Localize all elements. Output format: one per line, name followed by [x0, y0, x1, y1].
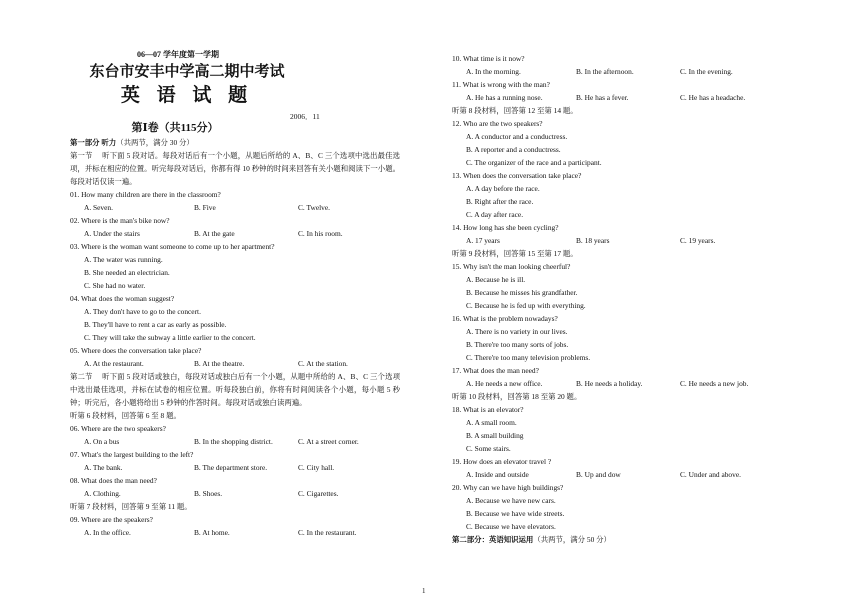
option: B. Up and dow	[576, 470, 621, 479]
option: B. She needed an electrician.	[84, 268, 170, 277]
option: B. In the afternoon.	[576, 67, 634, 76]
question-list	[70, 188, 400, 370]
section-heading	[452, 533, 782, 546]
part-title: 第Ⅰ卷（共115分）	[131, 122, 219, 134]
options-row	[70, 357, 400, 370]
school-year: 06—07 学年度第一学期	[137, 50, 219, 59]
exam-date: 2006．11	[290, 112, 320, 121]
section-heading-rest: （共两节，满分 30 分）	[116, 138, 194, 147]
option: A. At the restaurant.	[84, 359, 144, 368]
option: C. At a street corner.	[298, 437, 359, 446]
section2-intro: 第二节 听下面 5 段对话或独白，每段对话或独白后有一个小题，从题中所给的 A、B、C 三个选项中选出最佳选项，并标在试卷的相应位置。听每段独白前，你将有时间阅读各个小题，每小题 5 秒钟；听完后，各小题将给出 5 秒钟的作答时间。每段对话或独白读两遍。	[70, 372, 400, 407]
exam-school-title: 东台市安丰中学高二期中考试	[89, 64, 285, 80]
question-text: 20. Why can we have high buildings?	[452, 483, 564, 492]
exam-subject-title: 英 语 试 题	[120, 85, 254, 106]
section-heading-bold: 第二部分：英语知识运用	[452, 535, 534, 544]
option: A. A small room.	[466, 418, 517, 427]
options-row	[70, 487, 400, 500]
question-text: 12. Who are the two speakers?	[452, 119, 543, 128]
option: A. Because we have new cars.	[466, 496, 556, 505]
option: B. They'll have to rent a car as early as possible.	[84, 320, 227, 329]
option: A. He needs a new office.	[466, 379, 543, 388]
option: C. A day after race.	[466, 210, 524, 219]
option: A. Under the stairs	[84, 229, 140, 238]
option: C. City hall.	[298, 463, 335, 472]
option: C. Cigarettes.	[298, 489, 339, 498]
option: A. Inside and outside	[466, 470, 529, 479]
option: A. A conductor and a conductress.	[466, 132, 568, 141]
option: C. She had no water.	[84, 281, 146, 290]
question-text: 03. Where is the woman want someone to come up to her apartment?	[70, 242, 275, 251]
question-text: 13. When does the conversation take place?	[452, 171, 582, 180]
option: A. The water was running.	[84, 255, 163, 264]
question-text: 08. What does the man need?	[70, 476, 157, 485]
option: A. Clothing.	[84, 489, 121, 498]
question-text: 06. Where are the two speakers?	[70, 424, 166, 433]
option: C. In his room.	[298, 229, 343, 238]
question-text: 10. What time is it now?	[452, 54, 525, 63]
options-row	[70, 461, 400, 474]
option: A. He has a running nose.	[466, 93, 543, 102]
question-text: 15. Why isn't the man looking cheerful?	[452, 262, 571, 271]
section-heading-bold: 第一部分 听力	[70, 138, 117, 147]
option: A. Because he is ill.	[466, 275, 526, 284]
material-note: 听第 7 段材料，回答第 9 至第 11 题。	[70, 502, 192, 511]
options-row	[70, 227, 400, 240]
option: B. There're too many sorts of jobs.	[466, 340, 569, 349]
option: B. 18 years	[576, 236, 610, 245]
question-text: 17. What does the man need?	[452, 366, 539, 375]
option: C. The organizer of the race and a participant.	[466, 158, 602, 167]
question-list	[452, 52, 782, 533]
options-row	[452, 91, 782, 104]
right-block	[452, 52, 782, 546]
option: A. In the morning.	[466, 67, 521, 76]
option: C. They will take the subway a little earlier to the concert.	[84, 333, 256, 342]
option: B. Because we have wide streets.	[466, 509, 565, 518]
section1-intro: 第一节 听下面 5 段对话。每段对话后有一个小题，从题后所给的 A、B、C 三个选项中选出最佳选项，并标在相应的位置。听完每段对话后，你都有得 10 秒钟的时间来回答有关小题和阅读下一小题。每段对话仅读一遍。	[70, 151, 400, 186]
option: B. Right after the race.	[466, 197, 534, 206]
option: A. In the office.	[84, 528, 131, 537]
option: A. On a bus	[84, 437, 120, 446]
page-number: 1	[422, 587, 426, 595]
material-note: 听第 6 段材料，回答第 6 至 8 题。	[70, 411, 181, 420]
question-text: 05. Where does the conversation take place?	[70, 346, 202, 355]
question-text: 19. How does an elevator travel ?	[452, 457, 552, 466]
section-heading	[70, 136, 400, 149]
option: C. Under and above.	[680, 470, 741, 479]
option: B. A small building	[466, 431, 524, 440]
options-row	[452, 377, 782, 390]
question-list	[70, 409, 400, 539]
option: B. He has a fever.	[576, 93, 629, 102]
question-text: 07. What's the largest building to the left?	[70, 450, 194, 459]
option: B. At the theatre.	[194, 359, 245, 368]
options-row	[70, 526, 400, 539]
option: C. Twelve.	[298, 203, 330, 212]
option: B. A reporter and a conductress.	[466, 145, 561, 154]
option: C. There're too many television problems.	[466, 353, 591, 362]
question-text: 16. What is the problem nowadays?	[452, 314, 558, 323]
option: C. He has a headache.	[680, 93, 746, 102]
option: B. The department store.	[194, 463, 268, 472]
question-text: 18. What is an elevator?	[452, 405, 524, 414]
material-note: 听第 8 段材料，回答第 12 至第 14 题。	[452, 106, 578, 115]
question-text: 14. How long has she been cycling?	[452, 223, 559, 232]
option: C. At the station.	[298, 359, 348, 368]
question-text: 01. How many children are there in the classroom?	[70, 190, 221, 199]
option: C. In the evening.	[680, 67, 733, 76]
option: B. In the shopping district.	[194, 437, 273, 446]
option: A. 17 years	[466, 236, 500, 245]
options-row	[70, 201, 400, 214]
option: B. Because he misses his grandfather.	[466, 288, 578, 297]
option: A. The bank.	[84, 463, 123, 472]
options-row	[452, 65, 782, 78]
option: C. 19 years.	[680, 236, 716, 245]
option: A. There is no variety in our lives.	[466, 327, 568, 336]
option: C. Because we have elevators.	[466, 522, 556, 531]
option: B. He needs a holiday.	[576, 379, 643, 388]
options-row	[452, 234, 782, 247]
question-text: 04. What does the woman suggest?	[70, 294, 175, 303]
material-note: 听第 9 段材料，回答第 15 至第 17 题。	[452, 249, 578, 258]
option: A. A day before the race.	[466, 184, 540, 193]
option: A. They don't have to go to the concert.	[84, 307, 201, 316]
question-text: 11. What is wrong with the man?	[452, 80, 550, 89]
options-row	[70, 435, 400, 448]
question-text: 02. Where is the man's bike now?	[70, 216, 170, 225]
option: A. Seven.	[84, 203, 113, 212]
material-note: 听第 10 段材料，回答第 18 至第 20 题。	[452, 392, 582, 401]
option: B. At home.	[194, 528, 230, 537]
option: C. Some stairs.	[466, 444, 511, 453]
question-text: 09. Where are the speakers?	[70, 515, 153, 524]
section-heading-rest: （共两节，满分 50 分）	[533, 535, 611, 544]
option: B. Shoes.	[194, 489, 223, 498]
option: C. In the restaurant.	[298, 528, 357, 537]
section1-block	[70, 136, 400, 539]
options-row	[452, 468, 782, 481]
option: C. Because he is fed up with everything.	[466, 301, 586, 310]
option: B. At the gate	[194, 229, 235, 238]
option: B. Five	[194, 203, 216, 212]
option: C. He needs a new job.	[680, 379, 749, 388]
